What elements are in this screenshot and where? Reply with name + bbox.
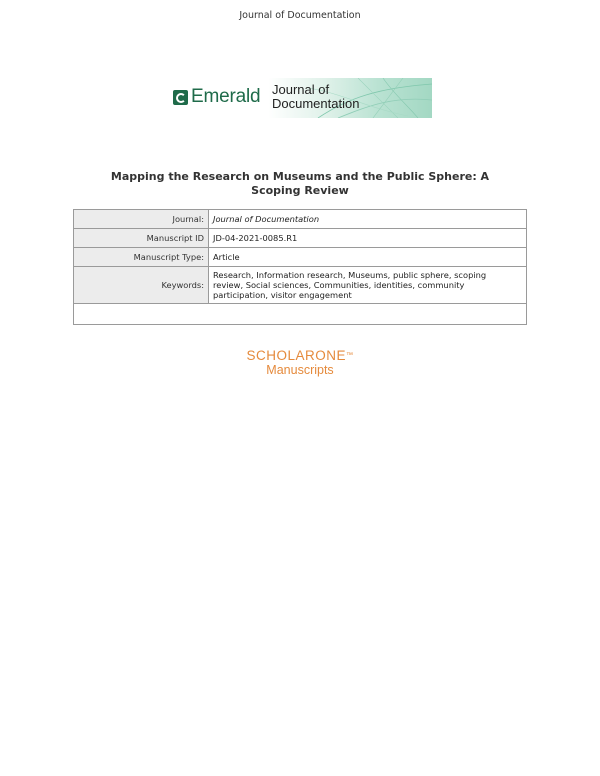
journal-value: Journal of Documentation [209,210,527,229]
manuscript-details-table [73,209,527,325]
journal-banner [168,78,432,118]
scholarone-logo-line1 [240,348,360,363]
keywords-line2: review, Social sciences, Communities, identities, community [213,280,465,290]
scholarone-logo-line2: Manuscripts [266,363,334,377]
scholarone-wordmark: SCHOLARONE [246,348,347,363]
manuscript-id-value: JD-04-2021-0085.R1 [209,229,527,248]
journal-label: Journal: [74,210,209,229]
emerald-logo-icon [173,90,188,105]
scholarone-logo [240,348,360,377]
journal-name-line1: Journal of [272,82,330,97]
keywords-label: Keywords: [74,267,209,304]
table-row-journal [74,210,527,229]
keywords-value [209,267,527,304]
keywords-line1: Research, Information research, Museums, public sphere, scoping [213,270,487,280]
manuscript-title [100,170,500,198]
table-row-manuscript-type [74,248,527,267]
manuscript-title-line2: Scoping Review [251,184,349,197]
manuscript-type-value: Article [209,248,527,267]
empty-cell [74,304,527,325]
keywords-line3: participation, visitor engagement [213,290,352,300]
table-row-keywords [74,267,527,304]
journal-name-line2: Documentation [272,96,360,111]
table-row-empty [74,304,527,325]
manuscript-type-label: Manuscript Type: [74,248,209,267]
running-header: Journal of Documentation [239,10,361,21]
table-row-manuscript-id [74,229,527,248]
publisher-name: Emerald [191,86,261,107]
manuscript-title-line1: Mapping the Research on Museums and the Public Sphere: A [110,170,490,183]
journal-name [272,83,412,111]
trademark-symbol: ™ [346,352,354,359]
manuscript-id-label: Manuscript ID [74,229,209,248]
